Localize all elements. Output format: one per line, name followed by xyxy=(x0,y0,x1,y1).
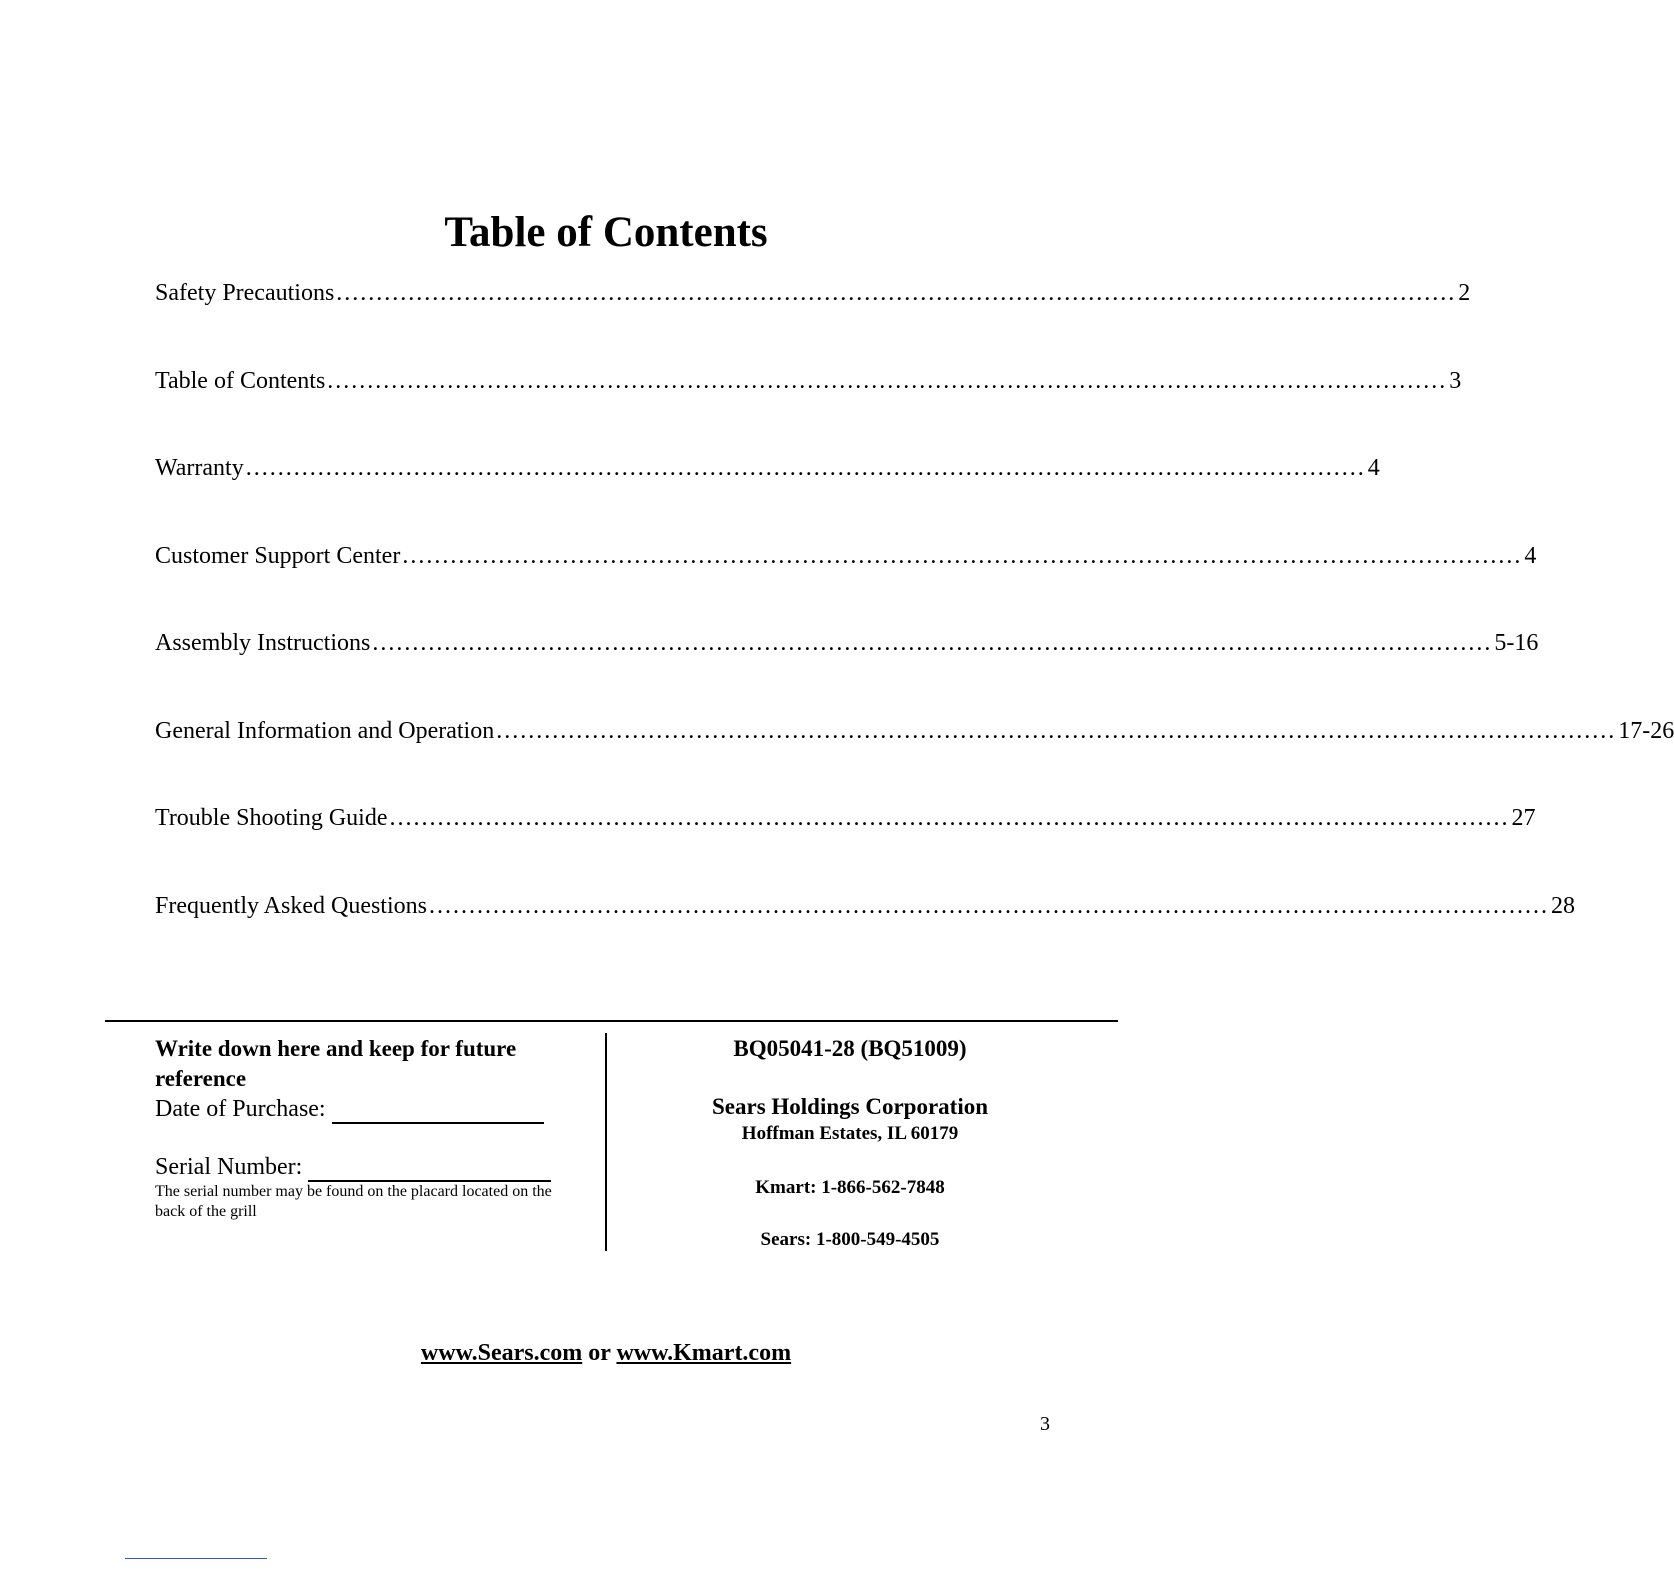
toc-page: 17-26 xyxy=(1618,718,1674,744)
toc-label: General Information and Operation xyxy=(155,718,495,744)
toc-page: 5-16 xyxy=(1494,630,1539,656)
toc-label: Frequently Asked Questions xyxy=(155,893,427,919)
serial-number-label: Serial Number: xyxy=(155,1154,303,1180)
purchase-date-row xyxy=(155,1094,575,1124)
kmart-website-link[interactable]: www.Kmart.com xyxy=(616,1340,792,1366)
toc-leader-dots: ............................................................................................................................................ xyxy=(245,455,1366,481)
serial-number-blank[interactable] xyxy=(308,1158,551,1182)
company-name: Sears Holdings Corporation xyxy=(711,1094,989,1119)
toc-label: Safety Precautions xyxy=(155,280,335,306)
footer-rule xyxy=(125,1558,267,1559)
contact-box xyxy=(610,1034,1090,1252)
toc-entry xyxy=(155,368,1462,402)
kmart-phone: Kmart: 1-866-562-7848 xyxy=(755,1177,945,1198)
purchase-record-box xyxy=(155,1034,575,1222)
link-separator: or xyxy=(588,1340,611,1366)
company-address: Hoffman Estates, IL 60179 xyxy=(741,1123,959,1144)
toc-leader-dots: ............................................................................................................................................ xyxy=(428,893,1549,919)
toc-page: 28 xyxy=(1550,893,1575,919)
record-heading: Write down here and keep for future reference xyxy=(155,1036,517,1091)
toc-entry xyxy=(155,630,1539,664)
serial-number-row xyxy=(155,1152,575,1182)
website-links xyxy=(0,1340,1212,1367)
purchase-date-blank[interactable] xyxy=(332,1100,544,1124)
serial-number-note: The serial number may be found on the placard located on the back of the grill xyxy=(155,1183,552,1220)
toc-label: Warranty xyxy=(155,455,244,481)
page-title: Table of Contents xyxy=(444,209,768,256)
page-number: 3 xyxy=(1040,1413,1050,1435)
section-divider xyxy=(105,1020,1118,1022)
toc-leader-dots: ............................................................................................................................................ xyxy=(336,280,1457,306)
sears-phone: Sears: 1-800-549-4505 xyxy=(760,1229,940,1250)
toc-leader-dots: ............................................................................................................................................ xyxy=(389,805,1510,831)
sears-website-link[interactable]: www.Sears.com xyxy=(420,1340,583,1366)
toc-entry xyxy=(155,718,1674,752)
toc-page: 4 xyxy=(1367,455,1380,481)
toc-label: Trouble Shooting Guide xyxy=(155,805,388,831)
toc-label: Assembly Instructions xyxy=(155,630,371,656)
toc-entry xyxy=(155,893,1575,927)
toc-entry xyxy=(155,280,1471,314)
toc-label: Customer Support Center xyxy=(155,543,401,569)
model-number: BQ05041-28 (BQ51009) xyxy=(733,1036,967,1061)
toc-label: Table of Contents xyxy=(155,368,326,394)
toc-entry xyxy=(155,455,1380,489)
toc-leader-dots: ............................................................................................................................................ xyxy=(327,368,1448,394)
toc-entry xyxy=(155,805,1536,839)
column-divider xyxy=(605,1033,607,1251)
toc-page: 27 xyxy=(1511,805,1536,831)
toc-page: 4 xyxy=(1524,543,1537,569)
toc-leader-dots: ............................................................................................................................................ xyxy=(372,630,1493,656)
purchase-date-label: Date of Purchase: xyxy=(155,1096,326,1122)
toc-page: 3 xyxy=(1449,368,1462,394)
toc-page: 2 xyxy=(1458,280,1471,306)
toc-leader-dots: ............................................................................................................................................ xyxy=(496,718,1617,744)
toc-entry xyxy=(155,543,1537,577)
toc-leader-dots: ............................................................................................................................................ xyxy=(402,543,1523,569)
